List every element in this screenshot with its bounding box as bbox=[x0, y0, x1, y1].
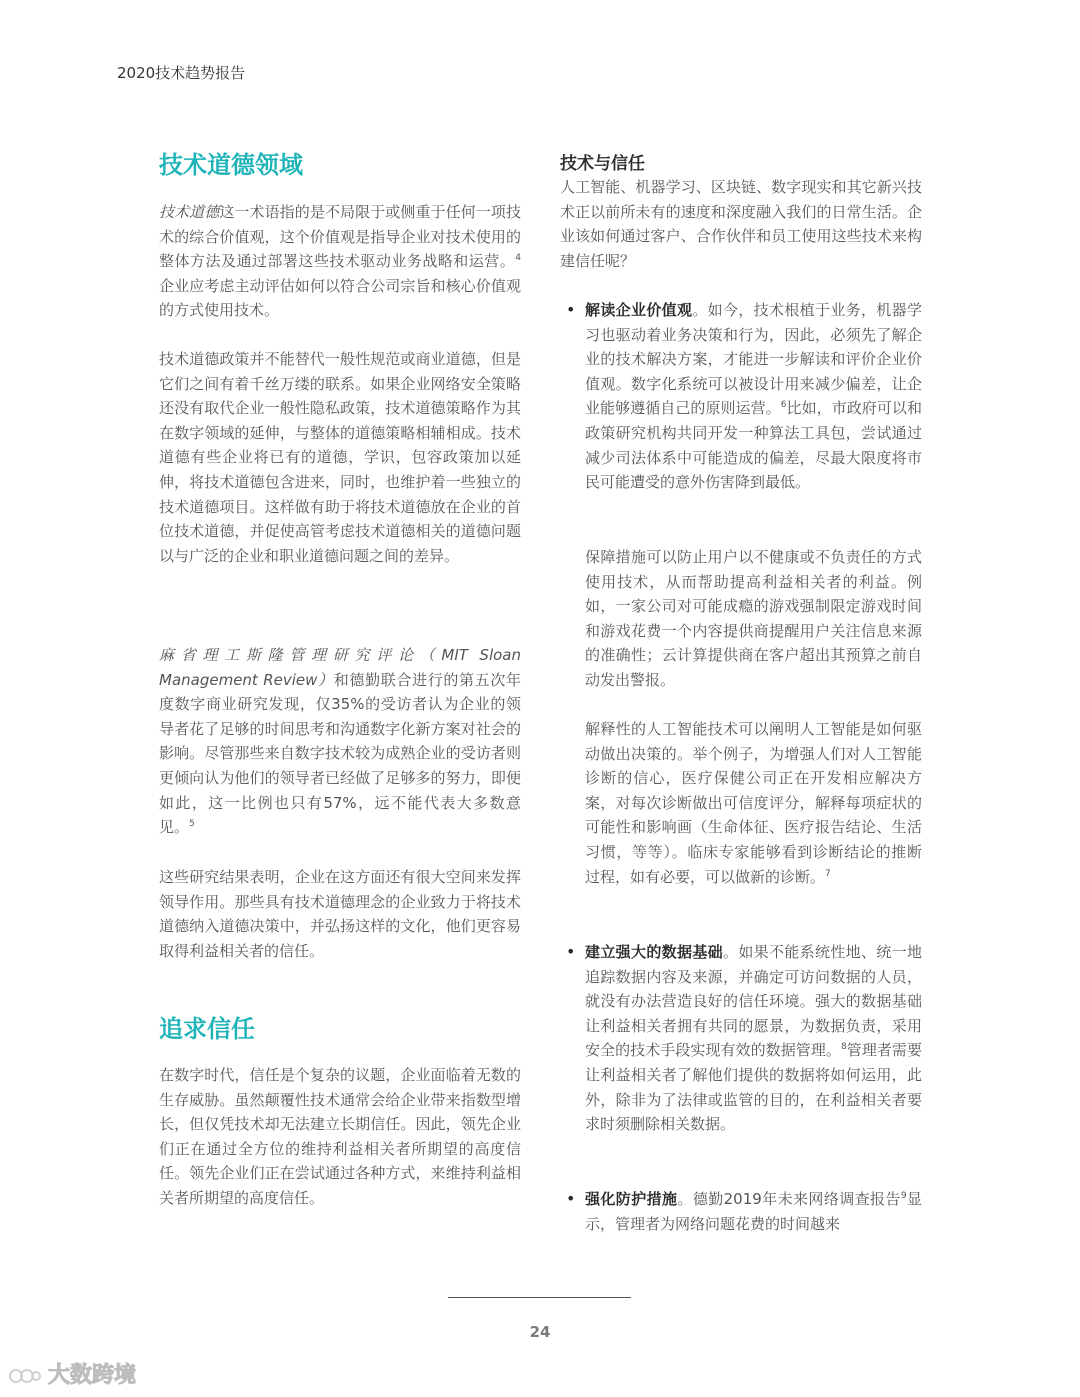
section-heading-pursue-trust: 追求信任 bbox=[159, 1015, 255, 1043]
footnote-ref: 7 bbox=[825, 868, 831, 879]
bullet-lead: 建立强大的数据基础 bbox=[585, 943, 723, 961]
paragraph-text: 比如，市政府可以和政策研究机构共同开发一种算法工具包，尝试通过减少司法体系中可能造成的偏差，尽最大限度将市民可能遭受的意外伤害降到最低。 bbox=[585, 399, 922, 492]
paragraph-text: 显示，管理者为网络问题花费的时间越来 bbox=[585, 1190, 922, 1233]
page-number: 24 bbox=[529, 1323, 551, 1341]
footnote-ref: 6 bbox=[780, 400, 787, 411]
watermark-text: 大数跨境 bbox=[48, 1363, 137, 1388]
paragraph-text: 。德勤2019年未来网络调查报告 bbox=[677, 1190, 901, 1208]
bullet-data-foundation bbox=[585, 940, 922, 1137]
term-tech-ethics: 技术道德 bbox=[159, 203, 220, 221]
paragraph-tech-ethics-policy: 技术道德政策并不能替代一般性规范或商业道德，但是它们之间有着千丝万缕的联系。如果企业网络安全策略还没有取代企业一般性隐私政策，技术道德策略作为其在数字领域的延伸，与整体的道德策略相辅相成。技术道德有些企业将已有的道德，学识，包容政策加以延伸，将技术道德包含进来，同时，也维护着一些独立的技术道德项目。这样做有助于将技术道德放在企业的首位技术道德，并促使高管考虑技术道德相关的道德问题以与广泛的企业和职业道德问题之间的差异。 bbox=[159, 350, 521, 565]
paragraph-text: 这一术语指的是不局限于或侧重于任何一项技术的综合价值观，这个价值观是指导企业对技术使用的整体方法及通过部署这些技术驱动业务战略和运营。 bbox=[159, 203, 521, 271]
watermark-logo-icon bbox=[8, 1365, 42, 1387]
paragraph-safeguards: 保障措施可以防止用户以不健康或不负责任的方式使用技术，从而帮助提高利益相关者的利益。例如，一家公司对可能成瘾的游戏强制限定游戏时间和游戏花费一个内容提供商提醒用户关注信息来源的准确性；云计算提供商在客户超出其预算之前自动发出警报。 bbox=[585, 548, 922, 689]
bullet-strengthen-protection bbox=[585, 1187, 922, 1236]
paragraph-text: 和德勤联合进行的第五次年度数字商业研究发现，仅35%的受访者认为企业的领导者花了足够的时间思考和沟通数字化新方案对社会的影响。尽管那些来自数字技术较为成熟企业的受访者则更倾向认为他们的领导者已经做了足够多的努力，即便如此，这一比例也只有57%，远不能代表大多数意见。 bbox=[159, 670, 521, 837]
paragraph-text: 企业应考虑主动评估如何以符合公司宗旨和核心价值观的方式使用技术。 bbox=[159, 276, 521, 320]
section-heading-tech-and-trust: 技术与信任 bbox=[560, 154, 645, 174]
report-title: 2020技术趋势报告 bbox=[117, 64, 246, 82]
paragraph-text: 。如果不能系统性地、统一地追踪数据内容及来源，并确定可访问数据的人员，就没有办法营造良好的信任环境。强大的数据基础让利益相关者拥有共同的愿景，为数据负责，采用安全的技术手段实现有效的数据管理。 bbox=[585, 943, 922, 1060]
source-mit-sloan: 麻省理工斯隆管理研究评论（MIT Sloan Management Review） bbox=[159, 646, 521, 689]
paragraph-tech-trust-intro: 人工智能、机器学习、区块链、数字现实和其它新兴技术正以前所未有的速度和深度融入我们的日常生活。企业该如何通过客户、合作伙伴和员工使用这些技术来构建信任呢？ bbox=[560, 178, 922, 270]
bullet-icon: • bbox=[566, 942, 576, 961]
footnote-ref: 8 bbox=[840, 1042, 847, 1053]
bullet-lead: 解读企业价值观 bbox=[585, 301, 693, 319]
paragraph-explainable-ai bbox=[585, 717, 922, 889]
footnote-ref: 5 bbox=[189, 819, 195, 830]
bullet-lead: 强化防护措施 bbox=[585, 1190, 678, 1208]
footnote-ref: 9 bbox=[900, 1191, 907, 1201]
footnote-ref: 4 bbox=[515, 253, 521, 264]
paragraph-mit-study bbox=[159, 643, 521, 840]
paragraph-text: 。如今，技术根植于业务，机器学习也驱动着业务决策和行为，因此，必须先了解企业的技术解决方案，才能进一步解读和评价企业价值观。数字化系统可以被设计用来减少偏差，让企业能够遵循自己的原则运营。 bbox=[585, 301, 922, 418]
footer-divider bbox=[448, 1297, 631, 1298]
paragraph-text: 解释性的人工智能技术可以阐明人工智能是如何驱动做出决策的。举个例子，为增强人们对人工智能诊断的信心，医疗保健公司正在开发相应解决方案，对每次诊断做出可信度评分，解释每项症状的可能性和影响画（生命体征、医疗报告结论、生活习惯，等等）。临床专家能够看到诊断结论的推断过程，如有必要，可以做新的诊断。 bbox=[585, 720, 922, 886]
paragraph-text: 管理者需要让利益相关者了解他们提供的数据将如何运用，此外，除非为了法律或监管的目的，在利益相关者要求时须删除相关数据。 bbox=[585, 1041, 922, 1134]
watermark bbox=[8, 1358, 136, 1389]
paragraph-digital-trust: 在数字时代，信任是个复杂的议题，企业面临着无数的生存威胁。虽然颠覆性技术通常会给企业带来指数型增长，但仅凭技术却无法建立长期信任。因此，领先企业们正在通过全方位的维持利益相关者所期望的高度信任。领先企业们正在尝试通过各种方式，来维持利益相关者所期望的高度信任。 bbox=[159, 1066, 521, 1207]
paragraph-research-conclusion: 这些研究结果表明，企业在这方面还有很大空间来发挥领导作用。那些具有技术道德理念的企业致力于将技术道德纳入道德决策中，并弘扬这样的文化，他们更容易取得利益相关者的信任。 bbox=[159, 868, 521, 960]
bullet-icon: • bbox=[566, 1189, 576, 1208]
bullet-icon: • bbox=[566, 300, 576, 319]
bullet-interpret-values bbox=[585, 298, 922, 495]
section-heading-tech-ethics: 技术道德领域 bbox=[159, 151, 303, 179]
paragraph-tech-ethics-definition bbox=[159, 200, 521, 323]
